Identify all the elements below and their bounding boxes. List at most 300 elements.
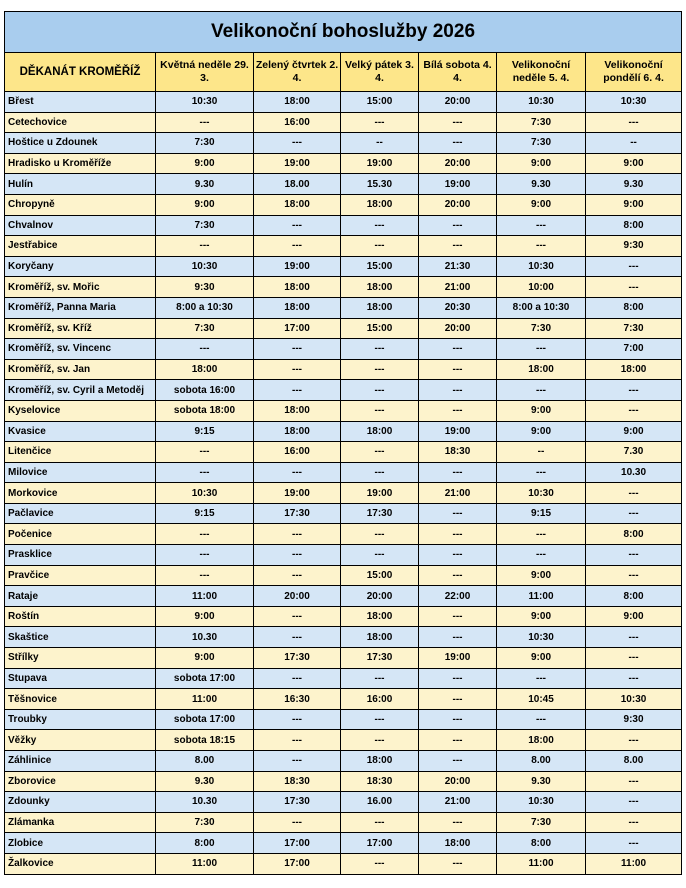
table-row bbox=[5, 627, 682, 648]
cell-velikonocni-nedele: --- bbox=[497, 668, 586, 689]
cell-bila-sobota: 20:00 bbox=[419, 771, 497, 792]
cell-bila-sobota: 18:30 bbox=[419, 442, 497, 463]
cell-velikonocni-nedele: 9:00 bbox=[497, 565, 586, 586]
cell-kvetna-nedele: 10.30 bbox=[156, 792, 254, 813]
cell-velikonocni-nedele: 9:00 bbox=[497, 153, 586, 174]
table-row bbox=[5, 318, 682, 339]
cell-bila-sobota: 20:00 bbox=[419, 318, 497, 339]
cell-bila-sobota: 22:00 bbox=[419, 586, 497, 607]
cell-zeleny-ctvrtek: 18.00 bbox=[254, 174, 341, 195]
cell-kvetna-nedele: 10:30 bbox=[156, 483, 254, 504]
cell-zeleny-ctvrtek: 17:00 bbox=[254, 318, 341, 339]
cell-bila-sobota: 21:00 bbox=[419, 483, 497, 504]
cell-bila-sobota: --- bbox=[419, 236, 497, 257]
cell-parish-name: Počenice bbox=[5, 524, 156, 545]
cell-bila-sobota: --- bbox=[419, 689, 497, 710]
header-bila-sobota: Bílá sobota 4. 4. bbox=[419, 53, 497, 92]
cell-zeleny-ctvrtek: --- bbox=[254, 627, 341, 648]
cell-velky-patek: 16:00 bbox=[341, 689, 419, 710]
cell-zeleny-ctvrtek: --- bbox=[254, 812, 341, 833]
table-row bbox=[5, 792, 682, 813]
cell-parish-name: Koryčany bbox=[5, 256, 156, 277]
cell-velky-patek: --- bbox=[341, 380, 419, 401]
cell-parish-name: Kroměříž, sv. Vincenc bbox=[5, 339, 156, 360]
cell-parish-name: Pačlavice bbox=[5, 503, 156, 524]
cell-kvetna-nedele: 7:30 bbox=[156, 215, 254, 236]
cell-bila-sobota: --- bbox=[419, 709, 497, 730]
cell-velikonocni-nedele: --- bbox=[497, 236, 586, 257]
cell-bila-sobota: --- bbox=[419, 545, 497, 566]
cell-velky-patek: 18:00 bbox=[341, 751, 419, 772]
cell-velikonocni-pondeli: --- bbox=[586, 503, 682, 524]
cell-velikonocni-pondeli: --- bbox=[586, 812, 682, 833]
cell-zeleny-ctvrtek: 18:00 bbox=[254, 421, 341, 442]
cell-bila-sobota: --- bbox=[419, 215, 497, 236]
cell-kvetna-nedele: 9:00 bbox=[156, 153, 254, 174]
cell-velikonocni-pondeli: 18:00 bbox=[586, 359, 682, 380]
cell-bila-sobota: --- bbox=[419, 359, 497, 380]
cell-velikonocni-pondeli: --- bbox=[586, 256, 682, 277]
cell-parish-name: Těšnovice bbox=[5, 689, 156, 710]
cell-kvetna-nedele: 9.30 bbox=[156, 771, 254, 792]
cell-velky-patek: 15:00 bbox=[341, 318, 419, 339]
cell-velky-patek: --- bbox=[341, 853, 419, 874]
cell-kvetna-nedele: sobota 18:15 bbox=[156, 730, 254, 751]
cell-velikonocni-pondeli: 9:00 bbox=[586, 606, 682, 627]
cell-velikonocni-nedele: 18:00 bbox=[497, 730, 586, 751]
cell-velikonocni-nedele: 9:00 bbox=[497, 421, 586, 442]
cell-velky-patek: 16.00 bbox=[341, 792, 419, 813]
cell-kvetna-nedele: 7:30 bbox=[156, 318, 254, 339]
cell-velikonocni-nedele: --- bbox=[497, 545, 586, 566]
cell-parish-name: Kroměříž, sv. Jan bbox=[5, 359, 156, 380]
cell-velky-patek: 18:30 bbox=[341, 771, 419, 792]
cell-parish-name: Hoštice u Zdounek bbox=[5, 133, 156, 154]
cell-velky-patek: --- bbox=[341, 339, 419, 360]
table-row bbox=[5, 709, 682, 730]
cell-velky-patek: --- bbox=[341, 668, 419, 689]
cell-parish-name: Milovice bbox=[5, 462, 156, 483]
table-row bbox=[5, 812, 682, 833]
cell-kvetna-nedele: 10:30 bbox=[156, 256, 254, 277]
table-row bbox=[5, 174, 682, 195]
cell-parish-name: Skaštice bbox=[5, 627, 156, 648]
cell-kvetna-nedele: --- bbox=[156, 236, 254, 257]
cell-kvetna-nedele: sobota 16:00 bbox=[156, 380, 254, 401]
cell-velikonocni-nedele: --- bbox=[497, 339, 586, 360]
cell-kvetna-nedele: --- bbox=[156, 524, 254, 545]
table-row bbox=[5, 400, 682, 421]
cell-bila-sobota: --- bbox=[419, 751, 497, 772]
cell-bila-sobota: 21:00 bbox=[419, 792, 497, 813]
cell-zeleny-ctvrtek: --- bbox=[254, 359, 341, 380]
cell-zeleny-ctvrtek: --- bbox=[254, 236, 341, 257]
header-row bbox=[5, 53, 682, 92]
table-row bbox=[5, 297, 682, 318]
cell-velky-patek: 15.30 bbox=[341, 174, 419, 195]
cell-velky-patek: 18:00 bbox=[341, 297, 419, 318]
cell-zeleny-ctvrtek: 18:00 bbox=[254, 297, 341, 318]
table-row bbox=[5, 503, 682, 524]
cell-zeleny-ctvrtek: --- bbox=[254, 524, 341, 545]
cell-velikonocni-nedele: 9:00 bbox=[497, 648, 586, 669]
cell-velky-patek: --- bbox=[341, 462, 419, 483]
cell-velikonocni-pondeli: --- bbox=[586, 668, 682, 689]
cell-bila-sobota: 19:00 bbox=[419, 421, 497, 442]
cell-parish-name: Zdounky bbox=[5, 792, 156, 813]
cell-velky-patek: 18:00 bbox=[341, 421, 419, 442]
cell-kvetna-nedele: --- bbox=[156, 339, 254, 360]
cell-velky-patek: 18:00 bbox=[341, 194, 419, 215]
cell-bila-sobota: --- bbox=[419, 627, 497, 648]
cell-velky-patek: --- bbox=[341, 215, 419, 236]
cell-velikonocni-pondeli: 9:30 bbox=[586, 236, 682, 257]
cell-velikonocni-nedele: 10:30 bbox=[497, 792, 586, 813]
table-row bbox=[5, 565, 682, 586]
cell-velikonocni-pondeli: 7.30 bbox=[586, 442, 682, 463]
cell-kvetna-nedele: 8:00 bbox=[156, 833, 254, 854]
cell-parish-name: Záhlinice bbox=[5, 751, 156, 772]
cell-velikonocni-nedele: 10:30 bbox=[497, 627, 586, 648]
cell-bila-sobota: 19:00 bbox=[419, 648, 497, 669]
cell-velky-patek: 15:00 bbox=[341, 565, 419, 586]
header-velky-patek: Velký pátek 3. 4. bbox=[341, 53, 419, 92]
cell-velky-patek: --- bbox=[341, 359, 419, 380]
cell-velikonocni-pondeli: 7:30 bbox=[586, 318, 682, 339]
header-dekanat: DĚKANÁT KROMĚŘÍŽ bbox=[5, 53, 156, 92]
cell-bila-sobota: --- bbox=[419, 853, 497, 874]
cell-parish-name: Roštín bbox=[5, 606, 156, 627]
table-row bbox=[5, 853, 682, 874]
cell-zeleny-ctvrtek: 18:30 bbox=[254, 771, 341, 792]
cell-zeleny-ctvrtek: --- bbox=[254, 462, 341, 483]
cell-velikonocni-nedele: --- bbox=[497, 524, 586, 545]
cell-parish-name: Břest bbox=[5, 92, 156, 113]
cell-parish-name: Pravčice bbox=[5, 565, 156, 586]
cell-parish-name: Žalkovice bbox=[5, 853, 156, 874]
cell-velikonocni-pondeli: --- bbox=[586, 792, 682, 813]
cell-parish-name: Troubky bbox=[5, 709, 156, 730]
table-row bbox=[5, 524, 682, 545]
cell-kvetna-nedele: --- bbox=[156, 462, 254, 483]
cell-velky-patek: --- bbox=[341, 524, 419, 545]
cell-velky-patek: --- bbox=[341, 812, 419, 833]
cell-bila-sobota: 18:00 bbox=[419, 833, 497, 854]
cell-velky-patek: 15:00 bbox=[341, 256, 419, 277]
cell-velky-patek: --- bbox=[341, 236, 419, 257]
cell-velikonocni-pondeli: --- bbox=[586, 565, 682, 586]
cell-velikonocni-nedele: 8.00 bbox=[497, 751, 586, 772]
table-row bbox=[5, 668, 682, 689]
cell-kvetna-nedele: sobota 17:00 bbox=[156, 668, 254, 689]
cell-velikonocni-nedele: 10:30 bbox=[497, 483, 586, 504]
cell-bila-sobota: --- bbox=[419, 339, 497, 360]
cell-bila-sobota: --- bbox=[419, 524, 497, 545]
cell-velikonocni-nedele: -- bbox=[497, 442, 586, 463]
cell-velikonocni-nedele: --- bbox=[497, 380, 586, 401]
cell-parish-name: Kyselovice bbox=[5, 400, 156, 421]
cell-velikonocni-pondeli: 8:00 bbox=[586, 524, 682, 545]
cell-bila-sobota: --- bbox=[419, 668, 497, 689]
cell-velikonocni-nedele: 9:00 bbox=[497, 606, 586, 627]
cell-velikonocni-nedele: 7:30 bbox=[497, 812, 586, 833]
cell-zeleny-ctvrtek: --- bbox=[254, 730, 341, 751]
cell-zeleny-ctvrtek: 17:00 bbox=[254, 833, 341, 854]
cell-velikonocni-nedele: 10:00 bbox=[497, 277, 586, 298]
cell-kvetna-nedele: --- bbox=[156, 442, 254, 463]
table-row bbox=[5, 256, 682, 277]
cell-velikonocni-nedele: 11:00 bbox=[497, 853, 586, 874]
cell-kvetna-nedele: 10.30 bbox=[156, 627, 254, 648]
cell-kvetna-nedele: 7:30 bbox=[156, 133, 254, 154]
cell-kvetna-nedele: 8:00 a 10:30 bbox=[156, 297, 254, 318]
cell-zeleny-ctvrtek: --- bbox=[254, 751, 341, 772]
cell-zeleny-ctvrtek: --- bbox=[254, 565, 341, 586]
cell-bila-sobota: --- bbox=[419, 112, 497, 133]
cell-velky-patek: 18:00 bbox=[341, 606, 419, 627]
cell-velikonocni-pondeli: 9:30 bbox=[586, 709, 682, 730]
cell-velikonocni-pondeli: 8:00 bbox=[586, 215, 682, 236]
table-row bbox=[5, 153, 682, 174]
cell-parish-name: Prasklice bbox=[5, 545, 156, 566]
cell-zeleny-ctvrtek: 19:00 bbox=[254, 256, 341, 277]
cell-velky-patek: 20:00 bbox=[341, 586, 419, 607]
cell-parish-name: Kroměříž, sv. Kříž bbox=[5, 318, 156, 339]
header-velikonocni-nedele: Velikonoční neděle 5. 4. bbox=[497, 53, 586, 92]
cell-velky-patek: 19:00 bbox=[341, 153, 419, 174]
table-row bbox=[5, 215, 682, 236]
cell-velikonocni-pondeli: --- bbox=[586, 277, 682, 298]
cell-zeleny-ctvrtek: 18:00 bbox=[254, 194, 341, 215]
table-row bbox=[5, 442, 682, 463]
table-row bbox=[5, 112, 682, 133]
cell-parish-name: Jestřabice bbox=[5, 236, 156, 257]
cell-velikonocni-nedele: 18:00 bbox=[497, 359, 586, 380]
cell-bila-sobota: --- bbox=[419, 812, 497, 833]
cell-zeleny-ctvrtek: 17:30 bbox=[254, 503, 341, 524]
cell-zeleny-ctvrtek: --- bbox=[254, 380, 341, 401]
cell-kvetna-nedele: 9.30 bbox=[156, 174, 254, 195]
cell-zeleny-ctvrtek: 18:00 bbox=[254, 92, 341, 113]
cell-velikonocni-nedele: 10:30 bbox=[497, 256, 586, 277]
cell-zeleny-ctvrtek: --- bbox=[254, 709, 341, 730]
table-row bbox=[5, 483, 682, 504]
cell-parish-name: Zlámanka bbox=[5, 812, 156, 833]
cell-bila-sobota: --- bbox=[419, 606, 497, 627]
cell-bila-sobota: --- bbox=[419, 380, 497, 401]
cell-parish-name: Hulín bbox=[5, 174, 156, 195]
table-row bbox=[5, 606, 682, 627]
cell-velikonocni-nedele: 10:30 bbox=[497, 92, 586, 113]
cell-zeleny-ctvrtek: 18:00 bbox=[254, 400, 341, 421]
cell-zeleny-ctvrtek: --- bbox=[254, 215, 341, 236]
cell-parish-name: Kroměříž, Panna Maria bbox=[5, 297, 156, 318]
cell-velikonocni-pondeli: 9:00 bbox=[586, 421, 682, 442]
cell-velikonocni-pondeli: -- bbox=[586, 133, 682, 154]
cell-velky-patek: --- bbox=[341, 545, 419, 566]
cell-zeleny-ctvrtek: 18:00 bbox=[254, 277, 341, 298]
cell-velikonocni-nedele: 8:00 bbox=[497, 833, 586, 854]
cell-velikonocni-nedele: 9.30 bbox=[497, 174, 586, 195]
cell-velikonocni-pondeli: 10.30 bbox=[586, 462, 682, 483]
cell-velikonocni-nedele: --- bbox=[497, 462, 586, 483]
cell-bila-sobota: --- bbox=[419, 462, 497, 483]
header-zeleny-ctvrtek: Zelený čtvrtek 2. 4. bbox=[254, 53, 341, 92]
cell-velikonocni-nedele: --- bbox=[497, 709, 586, 730]
cell-zeleny-ctvrtek: --- bbox=[254, 668, 341, 689]
cell-velikonocni-nedele: 9:15 bbox=[497, 503, 586, 524]
cell-parish-name: Cetechovice bbox=[5, 112, 156, 133]
cell-bila-sobota: --- bbox=[419, 565, 497, 586]
cell-velky-patek: 15:00 bbox=[341, 92, 419, 113]
header-velikonocni-pondeli: Velikonoční pondělí 6. 4. bbox=[586, 53, 682, 92]
table-row bbox=[5, 833, 682, 854]
cell-bila-sobota: --- bbox=[419, 400, 497, 421]
cell-velikonocni-nedele: 9:00 bbox=[497, 194, 586, 215]
cell-velky-patek: 17:30 bbox=[341, 503, 419, 524]
cell-zeleny-ctvrtek: 19:00 bbox=[254, 483, 341, 504]
cell-velikonocni-nedele: 9.30 bbox=[497, 771, 586, 792]
cell-parish-name: Zborovice bbox=[5, 771, 156, 792]
cell-velikonocni-pondeli: 8:00 bbox=[586, 297, 682, 318]
cell-velikonocni-pondeli: 8.00 bbox=[586, 751, 682, 772]
cell-velky-patek: 17:00 bbox=[341, 833, 419, 854]
cell-bila-sobota: 19:00 bbox=[419, 174, 497, 195]
cell-velikonocni-pondeli: --- bbox=[586, 648, 682, 669]
cell-kvetna-nedele: 9:00 bbox=[156, 194, 254, 215]
cell-kvetna-nedele: 9:00 bbox=[156, 648, 254, 669]
cell-bila-sobota: 20:00 bbox=[419, 92, 497, 113]
cell-velikonocni-pondeli: --- bbox=[586, 483, 682, 504]
cell-kvetna-nedele: 9:30 bbox=[156, 277, 254, 298]
table-row bbox=[5, 92, 682, 113]
cell-zeleny-ctvrtek: 16:00 bbox=[254, 112, 341, 133]
table-row bbox=[5, 133, 682, 154]
cell-zeleny-ctvrtek: --- bbox=[254, 133, 341, 154]
cell-velikonocni-pondeli: 9:00 bbox=[586, 153, 682, 174]
cell-bila-sobota: 20:00 bbox=[419, 153, 497, 174]
cell-parish-name: Litenčice bbox=[5, 442, 156, 463]
cell-kvetna-nedele: 9:00 bbox=[156, 606, 254, 627]
cell-velikonocni-pondeli: --- bbox=[586, 400, 682, 421]
cell-bila-sobota: 21:00 bbox=[419, 277, 497, 298]
cell-velky-patek: --- bbox=[341, 442, 419, 463]
cell-velky-patek: 19:00 bbox=[341, 483, 419, 504]
cell-kvetna-nedele: --- bbox=[156, 565, 254, 586]
cell-velky-patek: --- bbox=[341, 400, 419, 421]
cell-kvetna-nedele: 8.00 bbox=[156, 751, 254, 772]
cell-zeleny-ctvrtek: --- bbox=[254, 339, 341, 360]
cell-zeleny-ctvrtek: 16:00 bbox=[254, 442, 341, 463]
cell-parish-name: Kroměříž, sv. Mořic bbox=[5, 277, 156, 298]
cell-velikonocni-pondeli: 7:00 bbox=[586, 339, 682, 360]
cell-velikonocni-nedele: 9:00 bbox=[497, 400, 586, 421]
table-row bbox=[5, 359, 682, 380]
table-row bbox=[5, 194, 682, 215]
table-row bbox=[5, 462, 682, 483]
cell-velikonocni-nedele: 11:00 bbox=[497, 586, 586, 607]
cell-velikonocni-pondeli: --- bbox=[586, 833, 682, 854]
cell-parish-name: Chropyně bbox=[5, 194, 156, 215]
table-row bbox=[5, 380, 682, 401]
cell-velikonocni-nedele: 7:30 bbox=[497, 318, 586, 339]
table-row bbox=[5, 236, 682, 257]
cell-velikonocni-pondeli: 11:00 bbox=[586, 853, 682, 874]
table-row bbox=[5, 771, 682, 792]
cell-bila-sobota: --- bbox=[419, 133, 497, 154]
cell-velky-patek: 17:30 bbox=[341, 648, 419, 669]
cell-kvetna-nedele: 18:00 bbox=[156, 359, 254, 380]
cell-velikonocni-pondeli: 10:30 bbox=[586, 689, 682, 710]
cell-velikonocni-nedele: 7:30 bbox=[497, 133, 586, 154]
cell-kvetna-nedele: sobota 17:00 bbox=[156, 709, 254, 730]
cell-bila-sobota: 21:30 bbox=[419, 256, 497, 277]
cell-bila-sobota: --- bbox=[419, 730, 497, 751]
cell-velikonocni-pondeli: --- bbox=[586, 545, 682, 566]
cell-zeleny-ctvrtek: --- bbox=[254, 545, 341, 566]
cell-kvetna-nedele: sobota 18:00 bbox=[156, 400, 254, 421]
page-title: Velikonoční bohoslužby 2026 bbox=[5, 12, 682, 53]
cell-velky-patek: --- bbox=[341, 112, 419, 133]
table-row bbox=[5, 339, 682, 360]
cell-kvetna-nedele: 9:15 bbox=[156, 421, 254, 442]
cell-parish-name: Chvalnov bbox=[5, 215, 156, 236]
cell-kvetna-nedele: --- bbox=[156, 112, 254, 133]
cell-velikonocni-pondeli: 10:30 bbox=[586, 92, 682, 113]
table-row bbox=[5, 545, 682, 566]
cell-bila-sobota: --- bbox=[419, 503, 497, 524]
cell-velikonocni-nedele: --- bbox=[497, 215, 586, 236]
cell-kvetna-nedele: 11:00 bbox=[156, 689, 254, 710]
cell-velikonocni-nedele: 7:30 bbox=[497, 112, 586, 133]
cell-zeleny-ctvrtek: --- bbox=[254, 606, 341, 627]
cell-kvetna-nedele: 9:15 bbox=[156, 503, 254, 524]
cell-velikonocni-pondeli: --- bbox=[586, 112, 682, 133]
header-kvetna-nedele: Květná neděle 29. 3. bbox=[156, 53, 254, 92]
table-row bbox=[5, 648, 682, 669]
cell-velikonocni-pondeli: --- bbox=[586, 771, 682, 792]
cell-kvetna-nedele: --- bbox=[156, 545, 254, 566]
cell-velky-patek: --- bbox=[341, 709, 419, 730]
cell-zeleny-ctvrtek: 17:30 bbox=[254, 792, 341, 813]
cell-parish-name: Morkovice bbox=[5, 483, 156, 504]
cell-zeleny-ctvrtek: 17:00 bbox=[254, 853, 341, 874]
cell-velikonocni-pondeli: --- bbox=[586, 730, 682, 751]
cell-parish-name: Zlobice bbox=[5, 833, 156, 854]
table-row bbox=[5, 421, 682, 442]
cell-kvetna-nedele: 7:30 bbox=[156, 812, 254, 833]
cell-velikonocni-pondeli: --- bbox=[586, 380, 682, 401]
cell-zeleny-ctvrtek: 20:00 bbox=[254, 586, 341, 607]
cell-kvetna-nedele: 11:00 bbox=[156, 853, 254, 874]
cell-zeleny-ctvrtek: 17:30 bbox=[254, 648, 341, 669]
cell-velikonocni-nedele: 8:00 a 10:30 bbox=[497, 297, 586, 318]
table-row bbox=[5, 277, 682, 298]
table-row bbox=[5, 689, 682, 710]
cell-velikonocni-pondeli: 9.30 bbox=[586, 174, 682, 195]
cell-kvetna-nedele: 11:00 bbox=[156, 586, 254, 607]
cell-parish-name: Kroměříž, sv. Cyril a Metoděj bbox=[5, 380, 156, 401]
cell-velky-patek: --- bbox=[341, 730, 419, 751]
table-row bbox=[5, 730, 682, 751]
cell-velikonocni-nedele: 10:45 bbox=[497, 689, 586, 710]
cell-velikonocni-pondeli: 8:00 bbox=[586, 586, 682, 607]
cell-bila-sobota: 20:00 bbox=[419, 194, 497, 215]
cell-parish-name: Stupava bbox=[5, 668, 156, 689]
cell-zeleny-ctvrtek: 16:30 bbox=[254, 689, 341, 710]
cell-bila-sobota: 20:30 bbox=[419, 297, 497, 318]
cell-parish-name: Věžky bbox=[5, 730, 156, 751]
